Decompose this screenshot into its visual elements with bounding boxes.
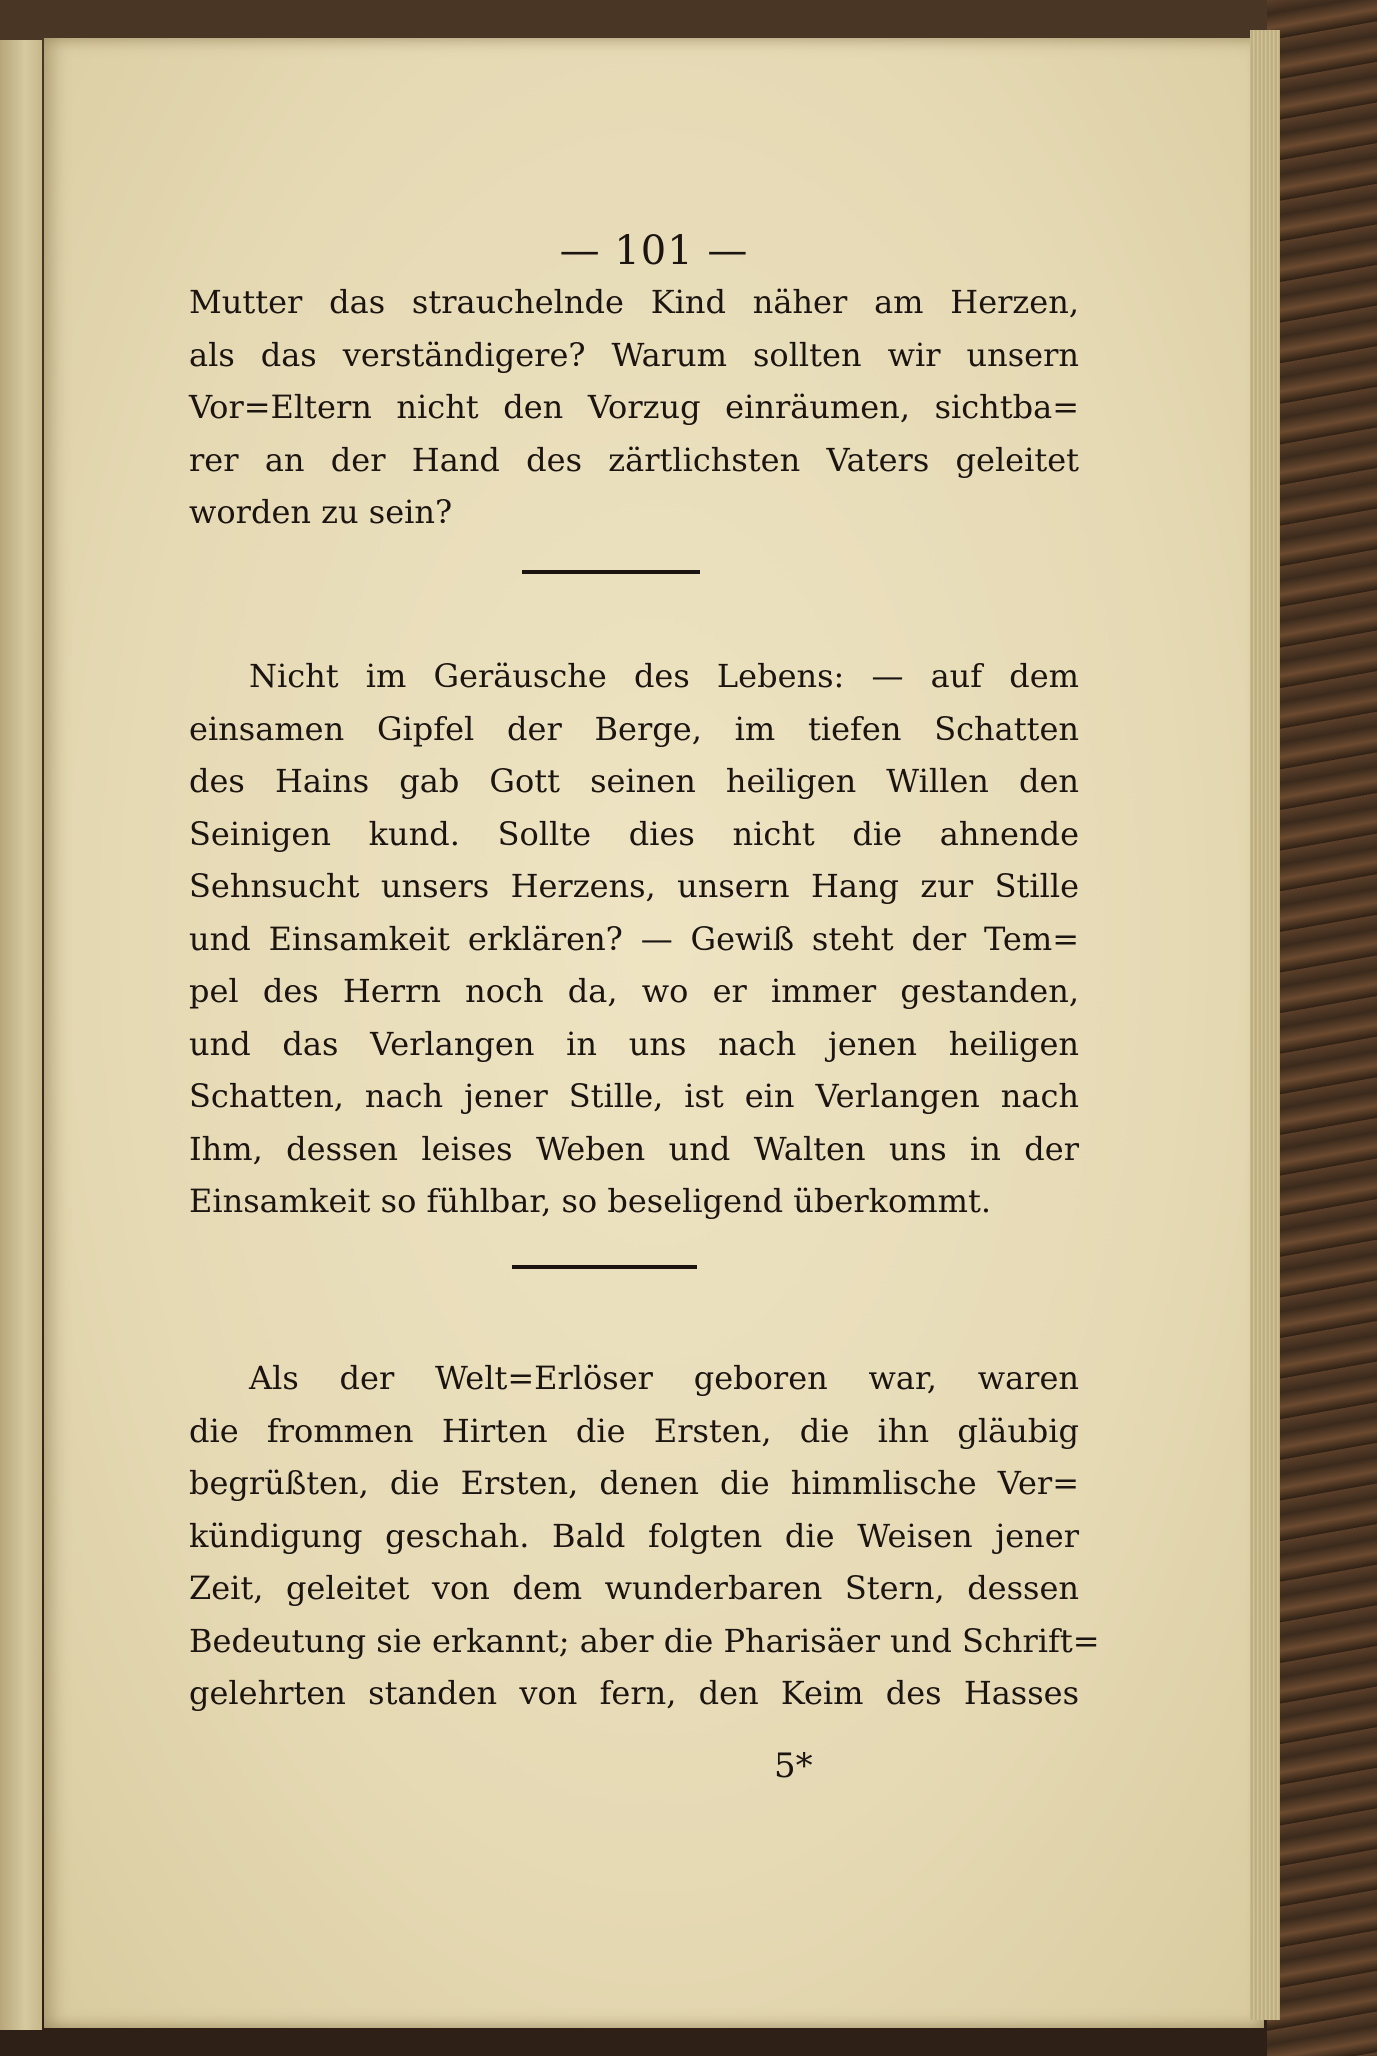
text-line: kündigung geschah. Bald folgten die Weisen jener bbox=[189, 1516, 1079, 1555]
page-stack-edge bbox=[1250, 30, 1280, 2020]
text-line: rer an der Hand des zärtlichsten Vaters geleitet bbox=[189, 440, 1079, 479]
text-line: gelehrten standen von fern, den Keim des Hasses bbox=[189, 1674, 1079, 1712]
text-line: worden zu sein? bbox=[189, 493, 453, 531]
text-line: die frommen Hirten die Ersten, die ihn gläubig bbox=[189, 1411, 1079, 1450]
page-number: — 101 — bbox=[559, 228, 749, 274]
text-line: Zeit, geleitet von dem wunderbaren Stern, dessen bbox=[189, 1569, 1079, 1607]
text-line: Vor=Eltern nicht den Vorzug einräumen, sichtba= bbox=[189, 388, 1079, 426]
section-divider bbox=[512, 1265, 697, 1269]
text-line: und Einsamkeit erklären? — Gewiß steht der Tem= bbox=[189, 919, 1079, 958]
text-line: Seinigen kund. Sollte dies nicht die ahnende bbox=[189, 814, 1079, 853]
text-line: Ihm, dessen leises Weben und Walten uns in der bbox=[189, 1129, 1079, 1168]
text-line: Schatten, nach jener Stille, ist ein Verlangen nach bbox=[189, 1077, 1079, 1115]
text-line: Bedeutung sie erkannt; aber die Pharisäer und Schrift= bbox=[189, 1621, 1100, 1660]
text-line: als das verständigere? Warum sollten wir unsern bbox=[189, 335, 1079, 374]
section-divider bbox=[522, 570, 700, 574]
text-line: Nicht im Geräusche des Lebens: — auf dem bbox=[249, 657, 1079, 695]
paragraph-3 bbox=[189, 1352, 1100, 1720]
book-page bbox=[44, 38, 1264, 2028]
text-line: des Hains gab Gott seinen heiligen Willen den bbox=[189, 762, 1079, 800]
book-cover-edge bbox=[1267, 0, 1377, 2056]
text-line: begrüßten, die Ersten, denen die himmlische Ver= bbox=[189, 1464, 1079, 1502]
text-line: Einsamkeit so fühlbar, so beseligend überkommt. bbox=[189, 1182, 991, 1220]
paragraph-1 bbox=[189, 276, 1079, 539]
text-line: Mutter das strauchelnde Kind näher am Herzen, bbox=[189, 283, 1079, 321]
text-line: einsamen Gipfel der Berge, im tiefen Schatten bbox=[189, 709, 1079, 748]
text-line: Als der Welt=Erlöser geboren war, waren bbox=[249, 1359, 1079, 1397]
text-line: und das Verlangen in uns nach jenen heiligen bbox=[189, 1024, 1079, 1063]
paragraph-2 bbox=[189, 650, 1079, 1228]
text-line: pel des Herrn noch da, wo er immer gestanden, bbox=[189, 972, 1079, 1010]
printer-signature-mark: 5* bbox=[774, 1746, 813, 1786]
text-line: Sehnsucht unsers Herzens, unsern Hang zur Stille bbox=[189, 867, 1079, 905]
previous-page-edge bbox=[0, 40, 42, 2030]
